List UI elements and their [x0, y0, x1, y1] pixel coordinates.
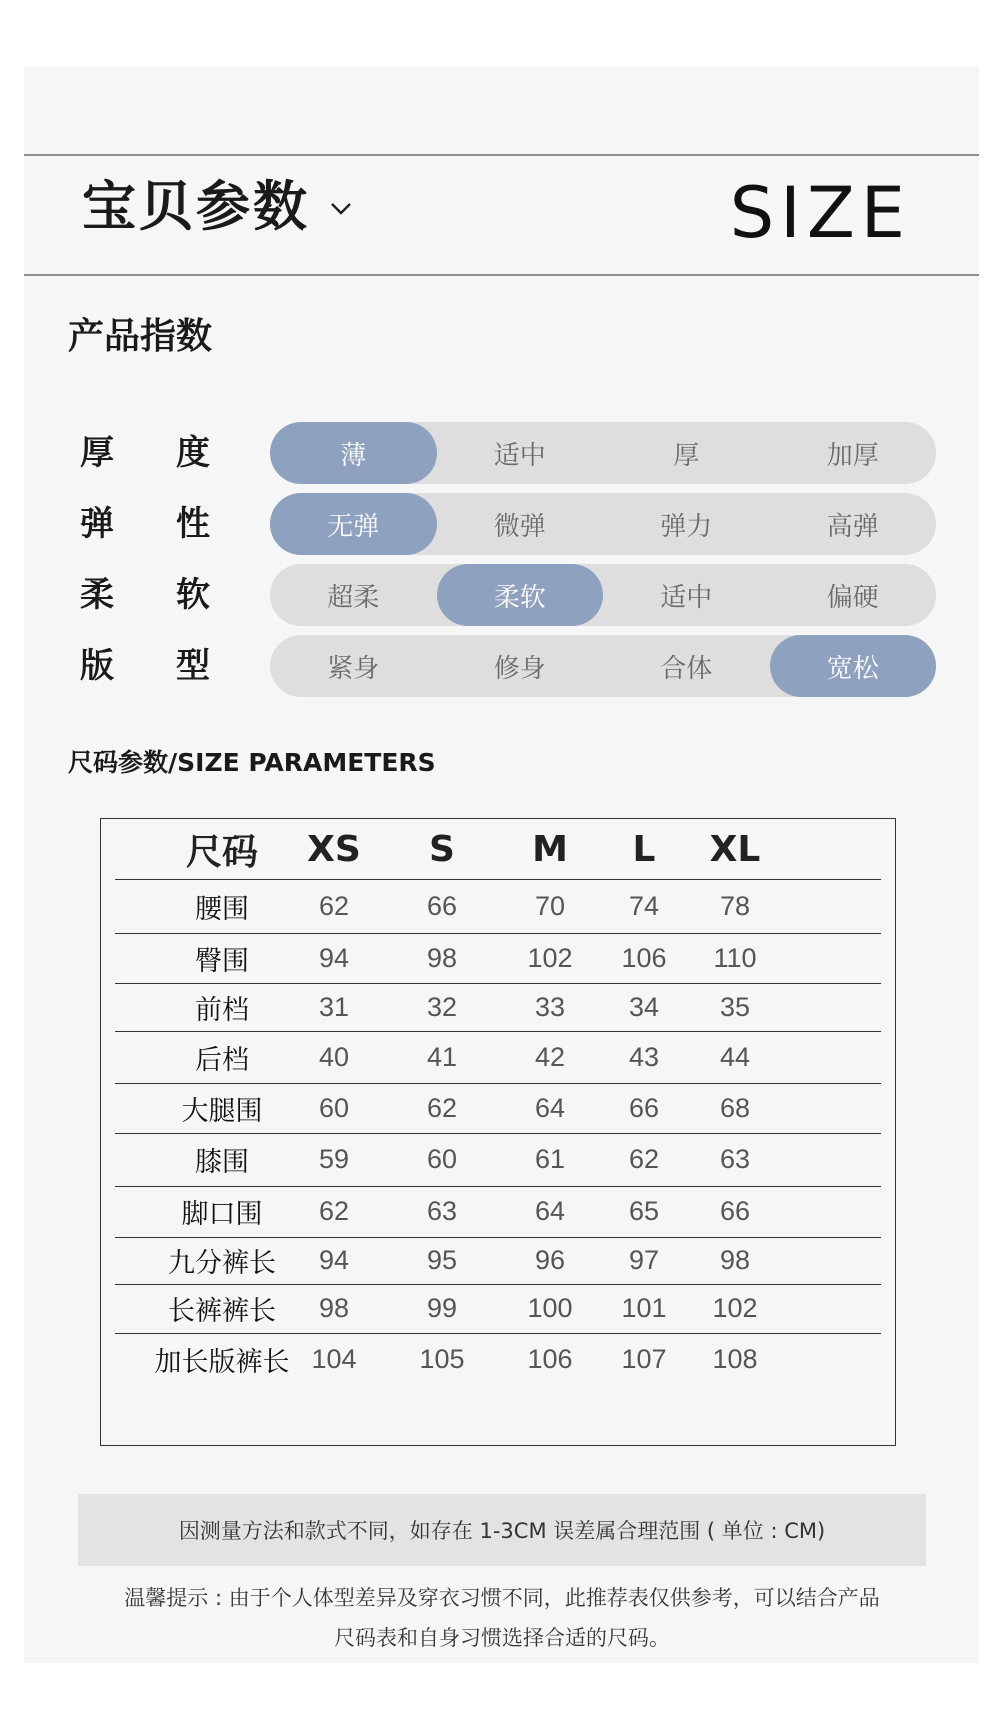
top-divider	[24, 154, 979, 156]
attribute-option: 适中	[493, 439, 546, 470]
attribute-scale	[270, 564, 936, 626]
attribute-option: 合体	[660, 652, 713, 683]
table-header-cell: 尺码	[185, 831, 258, 873]
table-row	[115, 1284, 881, 1334]
attribute-scale	[270, 493, 936, 555]
table-header-cell: XL	[709, 828, 761, 870]
measurement-name: 前档	[195, 994, 249, 1026]
attribute-row	[24, 493, 979, 555]
attribute-label	[80, 572, 210, 618]
measurement-name: 膝围	[195, 1147, 249, 1178]
table-cell: 61	[534, 1144, 566, 1174]
attribute-option: 超柔	[327, 581, 380, 612]
table-header-cell: XS	[307, 828, 361, 870]
measurement-name: 脚口围	[181, 1199, 263, 1230]
tip-line-1: 温馨提示 : 由于个人体型差异及穿衣习惯不同，此推荐表仅供参考，可以结合产品	[124, 1586, 880, 1610]
table-cell: 66	[628, 1092, 660, 1123]
table-cell: 63	[719, 1144, 751, 1174]
table-header-row	[115, 819, 881, 880]
table-cell: 64	[534, 1196, 566, 1226]
table-cell: 60	[318, 1092, 350, 1123]
table-row	[115, 933, 881, 984]
table-cell: 34	[628, 991, 660, 1022]
attribute-label-char: 性	[176, 504, 210, 544]
table-cell: 105	[419, 1343, 465, 1374]
table-cell: 33	[534, 991, 566, 1022]
table-cell: 31	[318, 991, 350, 1022]
attribute-option: 高弹	[826, 510, 879, 541]
header-divider	[24, 274, 979, 276]
table-cell: 94	[318, 1245, 350, 1275]
measurement-name: 长裤裤长	[168, 1296, 276, 1327]
table-row	[115, 1333, 881, 1385]
measurement-name: 大腿围	[181, 1095, 263, 1127]
measurement-name: 后档	[195, 1044, 249, 1076]
attribute-label-char: 度	[176, 433, 210, 473]
table-cell: 108	[712, 1343, 758, 1374]
attribute-row	[24, 564, 979, 626]
table-cell: 63	[426, 1196, 458, 1226]
attribute-label	[80, 643, 210, 689]
attribute-option: 紧身	[327, 652, 380, 683]
size-heading: SIZE	[729, 172, 911, 254]
table-row	[115, 1031, 881, 1084]
table-cell: 62	[426, 1092, 458, 1123]
table-cell: 94	[318, 942, 350, 973]
attribute-row	[24, 422, 979, 484]
table-cell: 40	[318, 1041, 350, 1072]
attribute-option: 修身	[493, 652, 546, 683]
product-index-title: 产品指数	[68, 316, 213, 357]
table-cell: 98	[426, 942, 458, 973]
tip-line-2: 尺码表和自身习惯选择合适的尺码。	[334, 1626, 670, 1650]
table-cell: 42	[534, 1041, 566, 1072]
chevron-down-icon[interactable]	[330, 202, 352, 216]
table-cell: 62	[318, 890, 350, 921]
measurement-name: 加长版裤长	[154, 1346, 290, 1378]
table-cell: 65	[628, 1196, 660, 1226]
attribute-option-selected: 柔软	[437, 564, 604, 626]
table-cell: 59	[318, 1144, 350, 1174]
table-cell: 99	[426, 1293, 458, 1323]
attribute-label	[80, 430, 210, 476]
table-cell: 68	[719, 1092, 751, 1123]
attribute-option: 厚	[673, 439, 700, 470]
attribute-option-selected: 宽松	[770, 635, 937, 697]
table-row	[115, 1133, 881, 1187]
table-cell: 102	[712, 1293, 758, 1323]
table-cell: 62	[318, 1196, 350, 1226]
size-panel	[24, 66, 979, 1663]
tip-text	[78, 1578, 926, 1658]
size-parameters-title: 尺码参数/SIZE PARAMETERS	[68, 748, 436, 777]
attribute-label-char: 厚	[80, 433, 114, 473]
table-cell: 32	[426, 991, 458, 1022]
table-cell: 106	[527, 1343, 573, 1374]
table-header-cell: S	[429, 828, 455, 870]
attribute-row	[24, 635, 979, 697]
table-cell: 43	[628, 1041, 660, 1072]
table-cell: 106	[621, 942, 667, 973]
table-cell: 66	[426, 890, 458, 921]
table-cell: 64	[534, 1092, 566, 1123]
attribute-option-selected: 无弹	[270, 493, 437, 555]
table-row	[115, 1237, 881, 1285]
attribute-option: 适中	[660, 581, 713, 612]
table-cell: 74	[628, 890, 660, 921]
attribute-option: 偏硬	[826, 581, 879, 612]
attribute-scale	[270, 422, 936, 484]
table-cell: 107	[621, 1343, 667, 1374]
attribute-label-char: 弹	[80, 504, 114, 544]
table-row	[115, 879, 881, 934]
table-cell: 41	[426, 1041, 458, 1072]
table-row	[115, 983, 881, 1032]
page-title: 宝贝参数	[82, 175, 310, 238]
attribute-label-char: 版	[80, 646, 114, 686]
attribute-label-char: 柔	[80, 575, 114, 615]
table-cell: 102	[527, 942, 573, 973]
measurement-note: 因测量方法和款式不同，如存在 1-3CM 误差属合理范围 ( 单位 : CM)	[78, 1494, 926, 1566]
table-cell: 101	[621, 1293, 667, 1323]
table-header-cell: M	[532, 828, 568, 870]
table-cell: 96	[534, 1245, 566, 1275]
table-cell: 60	[426, 1144, 458, 1174]
table-cell: 98	[719, 1245, 751, 1275]
table-cell: 78	[719, 890, 751, 921]
table-header-cell: L	[632, 828, 656, 870]
table-row	[115, 1186, 881, 1238]
attribute-option-selected: 薄	[270, 422, 437, 484]
attribute-option: 加厚	[826, 439, 879, 470]
measurement-name: 臀围	[195, 945, 249, 977]
table-cell: 98	[318, 1293, 350, 1323]
table-cell: 95	[426, 1245, 458, 1275]
table-cell: 104	[311, 1343, 357, 1374]
table-cell: 70	[534, 890, 566, 921]
table-cell: 35	[719, 991, 751, 1022]
table-cell: 110	[713, 942, 757, 973]
attribute-option: 弹力	[660, 510, 713, 541]
table-cell: 62	[628, 1144, 660, 1174]
table-cell: 97	[628, 1245, 660, 1275]
attribute-label-char: 型	[176, 646, 210, 686]
attribute-option: 微弹	[493, 510, 546, 541]
table-cell: 44	[719, 1041, 751, 1072]
attribute-label	[80, 501, 210, 547]
table-cell: 100	[527, 1293, 573, 1323]
table-row	[115, 1083, 881, 1134]
attribute-label-char: 软	[176, 575, 210, 615]
measurement-name: 九分裤长	[168, 1248, 276, 1279]
table-cell: 66	[719, 1196, 751, 1226]
attribute-scale	[270, 635, 936, 697]
size-table	[100, 818, 896, 1446]
measurement-name: 腰围	[195, 893, 249, 925]
